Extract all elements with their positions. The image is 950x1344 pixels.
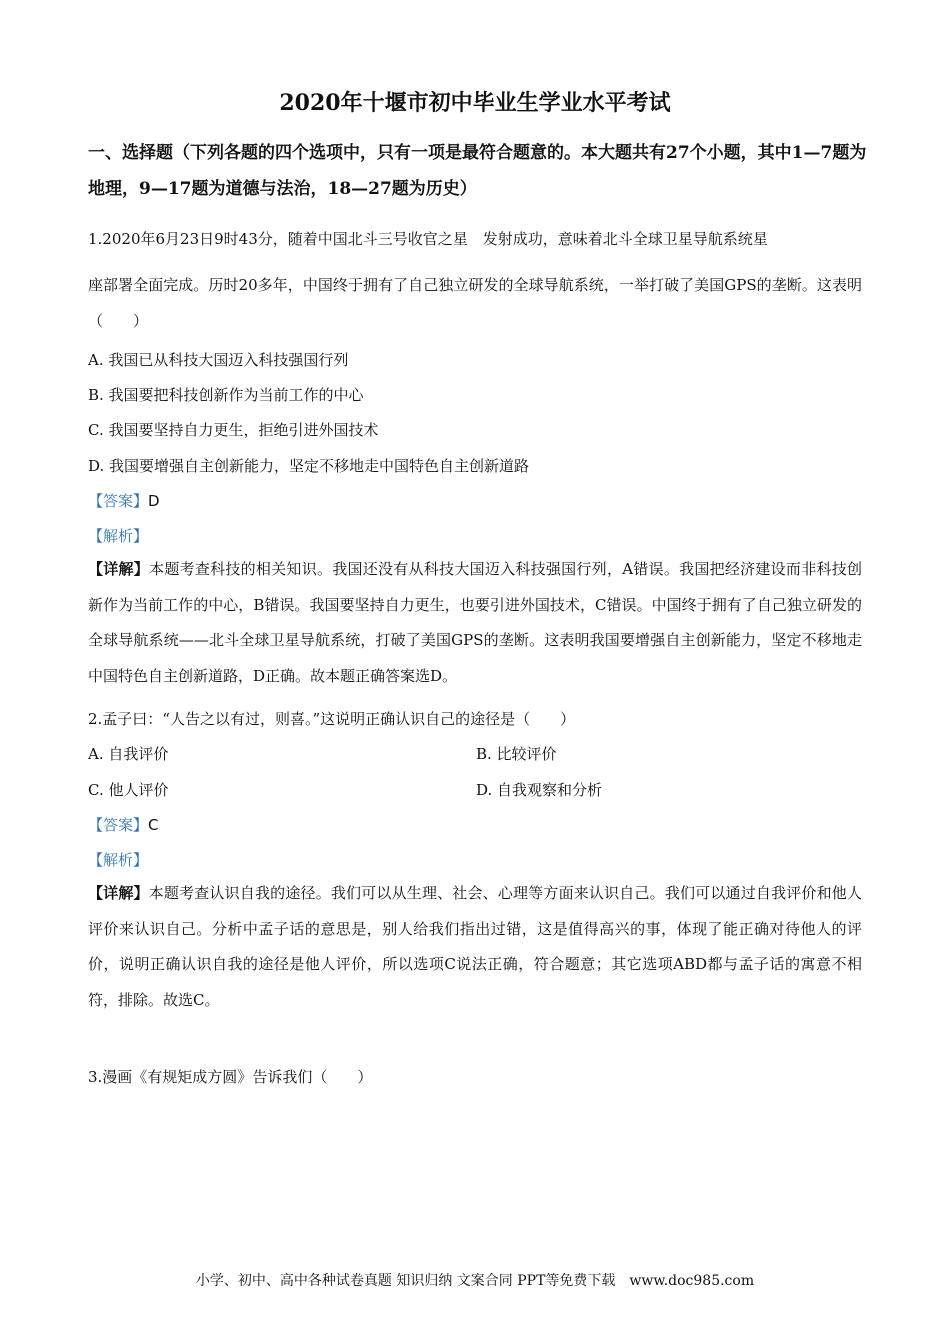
q2-option-d: D. 自我观察和分析 bbox=[476, 781, 603, 799]
detail-text: 本题考查科技的相关知识。我国还没有从科技大国迈入科技强国行列，A错误。我国把经济建设而非科技创新作为当前工作的中心，B错误。我国要坚持自力更生，也要引进外国技术，C错误。中国终于拥有了自己独立研发的全球导航系统——北斗全球卫星导航系统，打破了美国GPS的垄断。这表明我国要增强自主创新能力，坚定不移地走中国特色自主创新道路，D正确。故本题正确答案选D。 bbox=[88, 560, 862, 685]
q2-detail bbox=[88, 876, 862, 1018]
q1-detail bbox=[88, 552, 862, 694]
q2-stem: 2.孟子曰：“人告之以有过，则喜。”这说明正确认识自己的途径是（ ） bbox=[88, 710, 576, 728]
q3-stem: 3.漫画《有规矩成方圆》告诉我们（ ） bbox=[88, 1068, 373, 1086]
q1-stem-line1: 1.2020年6月23日9时43分，随着中国北斗三号收官之星 发射成功，意味着北斗全球卫星导航系统星 bbox=[88, 230, 768, 248]
q2-option-b: B. 比较评价 bbox=[476, 745, 557, 763]
answer-value: C bbox=[148, 816, 159, 834]
answer-label: 【答案】 bbox=[88, 816, 149, 834]
detail-label: 【详解】 bbox=[88, 560, 150, 578]
page-footer: 小学、初中、高中各种试卷真题 知识归纳 文案合同 PPT等免费下载 www.doc985.com bbox=[195, 1273, 755, 1289]
detail-text: 本题考查认识自我的途径。我们可以从生理、社会、心理等方面来认识自己。我们可以通过自我评价和他人评价来认识自己。分析中孟子话的意思是，别人给我们指出过错，这是值得高兴的事，体现了能正确对待他人的评价，说明正确认识自我的途径是他人评价，所以选项C说法正确，符合题意；其它选项ABD都与孟子话的寓意不相符，排除。故选C。 bbox=[88, 884, 862, 1009]
q2-option-c: C. 他人评价 bbox=[88, 781, 169, 799]
q1-analysis-label: 【解析】 bbox=[88, 527, 149, 545]
answer-value: D bbox=[148, 492, 160, 510]
q1-answer bbox=[88, 490, 160, 511]
detail-label: 【详解】 bbox=[88, 884, 149, 902]
q1-stem-rest: 座部署全面完成。历时20多年，中国终于拥有了自己独立研发的全球导航系统，一举打破了美国GPS的垄断。这表明（ ） bbox=[88, 276, 862, 330]
page-title: 2020年十堰市初中毕业生学业水平考试 bbox=[279, 90, 671, 116]
q1-option-a: A. 我国已从科技大国迈入科技强国行列 bbox=[88, 351, 349, 369]
q2-option-a: A. 自我评价 bbox=[88, 745, 169, 763]
q1-option-b: B. 我国要把科技创新作为当前工作的中心 bbox=[88, 386, 364, 404]
q2-answer bbox=[88, 814, 159, 835]
answer-label: 【答案】 bbox=[88, 492, 149, 510]
q1-option-c: C. 我国要坚持自力更生，拒绝引进外国技术 bbox=[88, 421, 379, 439]
q2-analysis-label: 【解析】 bbox=[88, 851, 149, 869]
q1-option-d: D. 我国要增强自主创新能力，坚定不移地走中国特色自主创新道路 bbox=[88, 457, 530, 475]
section-heading: 一、选择题（下列各题的四个选项中，只有一项是最符合题意的。本大题共有27个小题，其中1—7题为地理，9—17题为道德与法治，18—27题为历史） bbox=[88, 143, 867, 199]
